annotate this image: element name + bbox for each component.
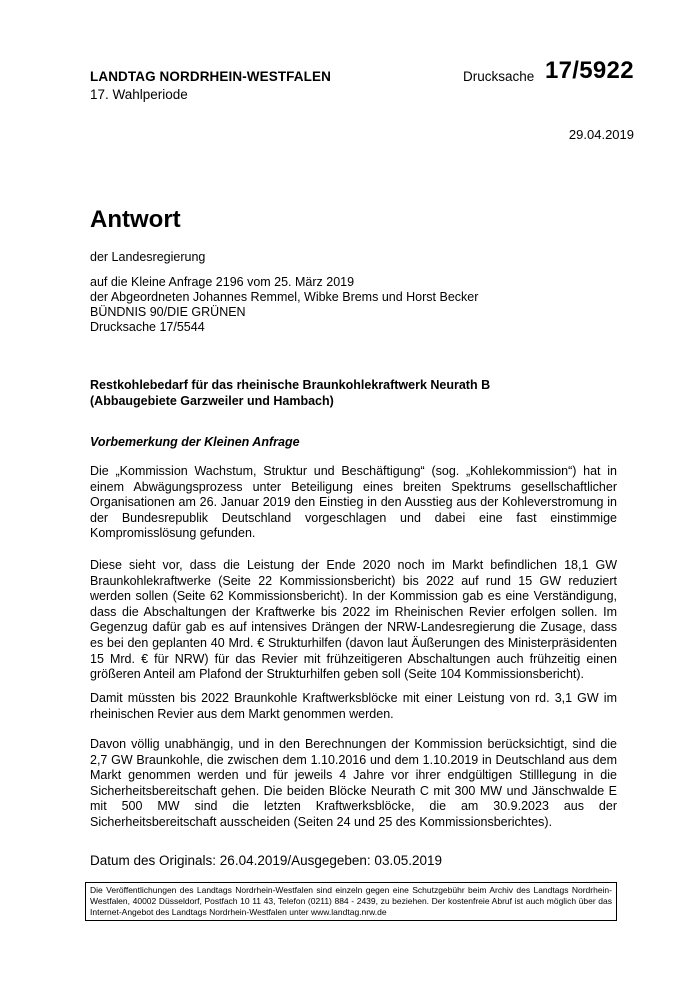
intro-line: auf die Kleine Anfrage 2196 vom 25. März 2019 [90, 275, 355, 289]
intro-line: der Abgeordneten Johannes Remmel, Wibke Brems und Horst Becker [90, 290, 479, 304]
doc-date: 29.04.2019 [568, 127, 634, 142]
subject-line: Restkohlebedarf für das rheinische Braunkohlekraftwerk Neurath B [90, 378, 491, 392]
intro-from: der Landesregierung [90, 250, 206, 264]
original-date: Datum des Originals: 26.04.2019/Ausgegeben: 03.05.2019 [90, 853, 443, 868]
section-heading: Vorbemerkung der Kleinen Anfrage [90, 435, 300, 449]
paragraph: Die „Kommission Wachstum, Struktur und Beschäftigung“ (sog. „Kohlekommission“) hat in einem Abwägungsprozess unter Beteiligung eines breiten Spektrums gesellschaftlicher Organisationen am 26. Januar 2019 den Einstieg in den Ausstieg aus der Kohleverstromung in der Bundesrepublik Deutschland vorgeschlagen und dabei eine fast einstimmige Kompromisslösung gefunden. [90, 464, 617, 541]
organization-name: LANDTAG NORDRHEIN-WESTFALEN [90, 69, 331, 84]
intro-block [90, 275, 478, 335]
page-title: Antwort [90, 206, 181, 233]
legislative-period: 17. Wahlperiode [90, 87, 188, 102]
intro-line: Drucksache 17/5544 [90, 320, 205, 334]
intro-line: BÜNDNIS 90/DIE GRÜNEN [90, 305, 246, 319]
footer-notice: Die Veröffentlichungen des Landtags Nordrhein-Westfalen sind einzeln gegen eine Schutzgebühr beim Archiv des Landtags Nordrhein-Westfalen, 40002 Düsseldorf, Postfach 10 11 43, Telefon (0211) 884 - 2439, zu beziehen. Der kostenfreie Abruf ist auch möglich über das Internet-Angebot des Landtags Nordrhein-Westfalen unter www.landtag.nrw.de [85, 882, 617, 921]
paragraph: Diese sieht vor, dass die Leistung der Ende 2020 noch im Markt befindlichen 18,1 GW Braunkohlekraftwerke (Seite 22 Kommissionsbericht) bis 2022 auf rund 15 GW reduziert werden sollen (Seite 62 Kommissionsbericht). In der Kommission gab es eine Verständigung, dass die Abschaltungen der Kraftwerke bis 2022 im Rheinischen Revier erfolgen sollen. Im Gegenzug dafür gab es auf intensives Drängen der NRW-Landesregierung die Zusage, dass es bei den geplanten 40 Mrd. € Strukturhilfen (davon laut Äußerungen des Ministerpräsidenten 15 Mrd. € für NRW) für das Revier mit frühzeitigeren Abschaltungen auch frühzeitig einen größeren Anteil am Plafond der Strukturhilfen geben soll (Seite 104 Kommissionsbericht). [90, 558, 617, 682]
doc-label: Drucksache [463, 69, 535, 84]
subject [90, 377, 490, 409]
subject-line: (Abbaugebiete Garzweiler und Hambach) [90, 394, 334, 408]
paragraph: Davon völlig unabhängig, und in den Berechnungen der Kommission berücksichtigt, sind die 2,7 GW Braunkohle, die zwischen dem 1.10.2016 und dem 1.10.2019 in Deutschland aus dem Markt genommen werden und für jeweils 4 Jahre vor ihrer endgültigen Stilllegung in die Sicherheitsbereitschaft gehen. Die beiden Blöcke Neurath C mit 300 MW und Jänschwalde E mit 500 MW sind die letzten Kraftwerksblöcke, die am 30.9.2023 aus der Sicherheitsbereitschaft ausscheiden (Seiten 24 und 25 des Kommissionsberichtes). [90, 737, 617, 829]
paragraph: Damit müssten bis 2022 Braunkohle Kraftwerksblöcke mit einer Leistung von rd. 3,1 GW im rheinischen Revier aus dem Markt genommen werden. [90, 691, 617, 721]
doc-number: 17/5922 [545, 57, 634, 84]
